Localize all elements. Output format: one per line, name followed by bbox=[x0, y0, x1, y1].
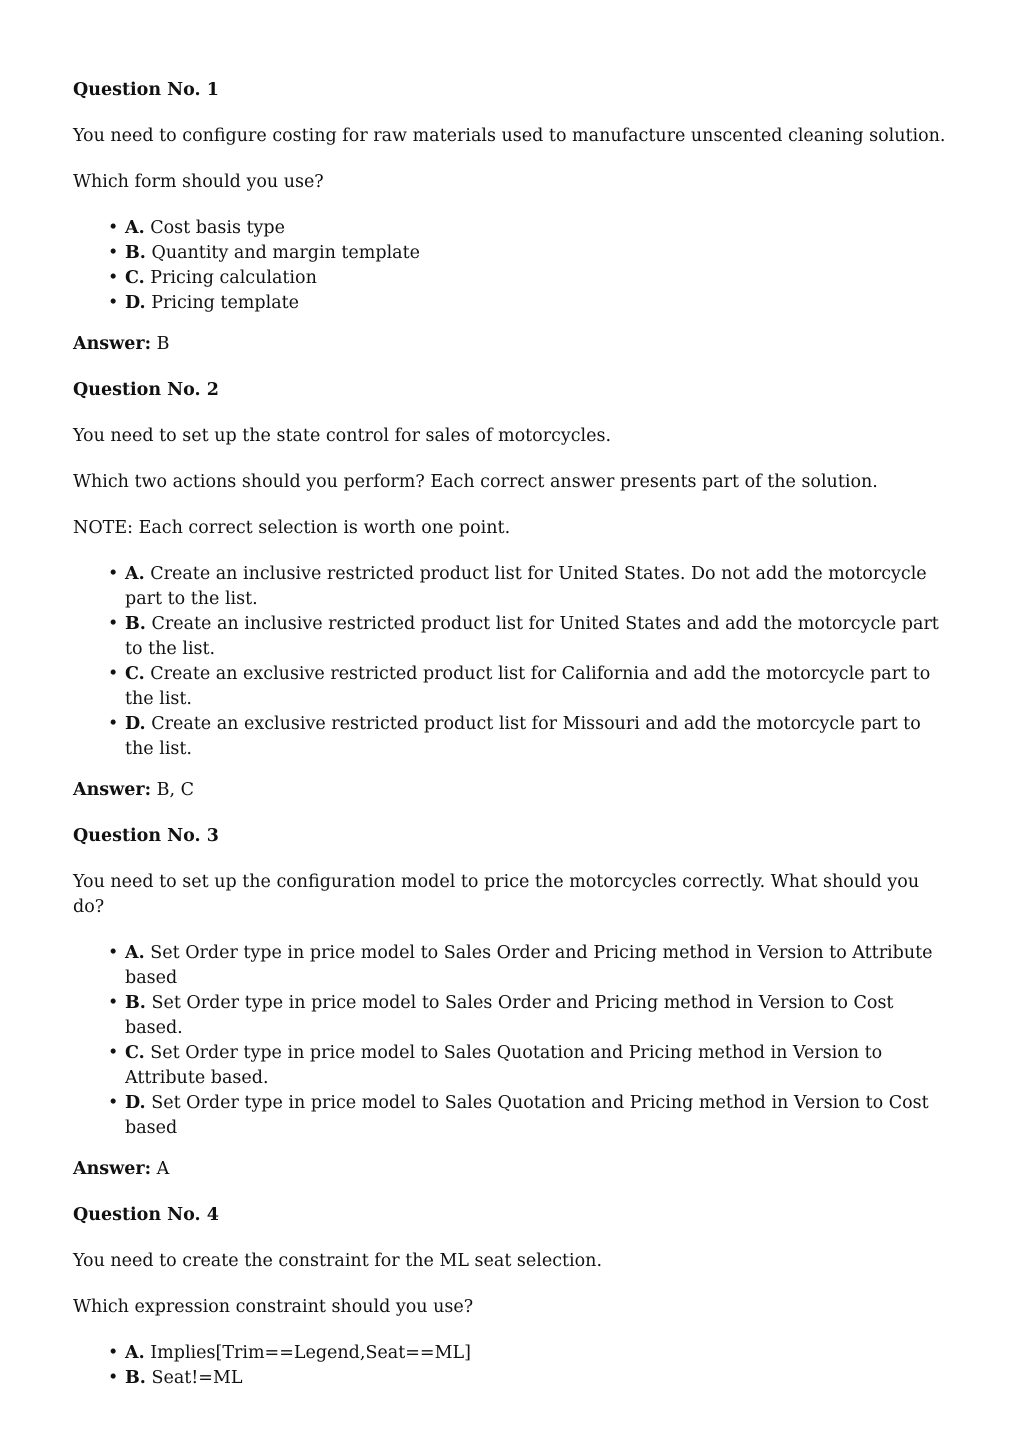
option-a bbox=[108, 1341, 953, 1366]
question-note: NOTE: Each correct selection is worth one point. bbox=[73, 518, 511, 538]
options-list bbox=[73, 216, 953, 316]
options-list bbox=[73, 941, 953, 1141]
question-text: You need to set up the state control for sales of motorcycles. bbox=[73, 426, 612, 446]
option-b bbox=[108, 612, 953, 662]
answer-value: A bbox=[156, 1159, 170, 1179]
bullet-icon: • bbox=[108, 993, 119, 1013]
question-text: You need to create the constraint for the ML seat selection. bbox=[73, 1251, 603, 1271]
bullet-icon: • bbox=[108, 564, 119, 584]
answer-value: B bbox=[156, 334, 170, 354]
bullet-icon: • bbox=[108, 1093, 119, 1113]
bullet-icon: • bbox=[108, 268, 119, 288]
option-letter: D. bbox=[125, 714, 146, 734]
option-b bbox=[108, 991, 953, 1041]
option-a bbox=[108, 562, 953, 612]
option-letter: C. bbox=[125, 268, 145, 288]
question-prompt: Which two actions should you perform? Each correct answer presents part of the solution. bbox=[73, 472, 878, 492]
question-text: You need to configure costing for raw materials used to manufacture unscented cleaning solution. bbox=[73, 126, 946, 146]
option-letter: A. bbox=[125, 1343, 145, 1363]
option-letter: A. bbox=[125, 943, 145, 963]
question-text: You need to set up the configuration model to price the motorcycles correctly. What should you do? bbox=[73, 872, 920, 917]
bullet-icon: • bbox=[108, 243, 119, 263]
bullet-icon: • bbox=[108, 218, 119, 238]
question-title: Question No. 3 bbox=[73, 826, 219, 846]
options-list bbox=[73, 1341, 953, 1391]
option-b bbox=[108, 1366, 953, 1391]
answer-line bbox=[73, 778, 1024, 803]
option-text: Set Order type in price model to Sales Order and Pricing method in Version to Attribute based bbox=[125, 943, 933, 988]
question-title: Question No. 4 bbox=[73, 1205, 219, 1225]
question-prompt: Which form should you use? bbox=[73, 172, 324, 192]
option-text: Cost basis type bbox=[150, 218, 285, 238]
option-letter: D. bbox=[125, 293, 146, 313]
question-2 bbox=[73, 378, 1024, 803]
option-text: Create an exclusive restricted product list for California and add the motorcycle part to the list. bbox=[125, 664, 931, 709]
question-prompt: Which expression constraint should you use? bbox=[73, 1297, 474, 1317]
option-c bbox=[108, 266, 953, 291]
bullet-icon: • bbox=[108, 1343, 119, 1363]
answer-label: Answer: bbox=[73, 780, 152, 800]
option-text: Set Order type in price model to Sales Quotation and Pricing method in Version to Attribute based. bbox=[125, 1043, 883, 1088]
option-a bbox=[108, 941, 953, 991]
question-3 bbox=[73, 824, 1024, 1182]
option-letter: B. bbox=[125, 614, 146, 634]
option-d bbox=[108, 1091, 953, 1141]
answer-value: B, C bbox=[156, 780, 195, 800]
question-title: Question No. 1 bbox=[73, 80, 219, 100]
option-c bbox=[108, 1041, 953, 1091]
option-a bbox=[108, 216, 953, 241]
option-text: Set Order type in price model to Sales Order and Pricing method in Version to Cost based. bbox=[125, 993, 894, 1038]
answer-line bbox=[73, 1157, 1024, 1182]
answer-line bbox=[73, 332, 1024, 357]
bullet-icon: • bbox=[108, 614, 119, 634]
bullet-icon: • bbox=[108, 664, 119, 684]
option-text: Seat!=ML bbox=[151, 1368, 243, 1388]
option-letter: C. bbox=[125, 664, 145, 684]
option-text: Set Order type in price model to Sales Quotation and Pricing method in Version to Cost based bbox=[125, 1093, 929, 1138]
answer-label: Answer: bbox=[73, 1159, 152, 1179]
option-text: Create an inclusive restricted product list for United States. Do not add the motorcycle part to the list. bbox=[125, 564, 927, 609]
bullet-icon: • bbox=[108, 293, 119, 313]
bullet-icon: • bbox=[108, 943, 119, 963]
answer-label: Answer: bbox=[73, 334, 152, 354]
question-1 bbox=[73, 78, 1024, 357]
option-b bbox=[108, 241, 953, 266]
question-4 bbox=[73, 1203, 1024, 1391]
option-letter: D. bbox=[125, 1093, 146, 1113]
option-letter: B. bbox=[125, 1368, 146, 1388]
bullet-icon: • bbox=[108, 714, 119, 734]
options-list bbox=[73, 562, 953, 762]
option-letter: B. bbox=[125, 243, 146, 263]
option-d bbox=[108, 712, 953, 762]
bullet-icon: • bbox=[108, 1043, 119, 1063]
option-letter: C. bbox=[125, 1043, 145, 1063]
option-letter: A. bbox=[125, 218, 145, 238]
option-text: Create an exclusive restricted product list for Missouri and add the motorcycle part to the list. bbox=[125, 714, 921, 759]
bullet-icon: • bbox=[108, 1368, 119, 1388]
option-text: Pricing calculation bbox=[150, 268, 317, 288]
question-title: Question No. 2 bbox=[73, 380, 219, 400]
option-d bbox=[108, 291, 953, 316]
option-letter: A. bbox=[125, 564, 145, 584]
option-letter: B. bbox=[125, 993, 146, 1013]
option-text: Pricing template bbox=[151, 293, 300, 313]
option-text: Quantity and margin template bbox=[151, 243, 421, 263]
option-text: Create an inclusive restricted product list for United States and add the motorcycle part to the list. bbox=[125, 614, 939, 659]
option-c bbox=[108, 662, 953, 712]
option-text: Implies[Trim==Legend,Seat==ML] bbox=[150, 1343, 471, 1363]
